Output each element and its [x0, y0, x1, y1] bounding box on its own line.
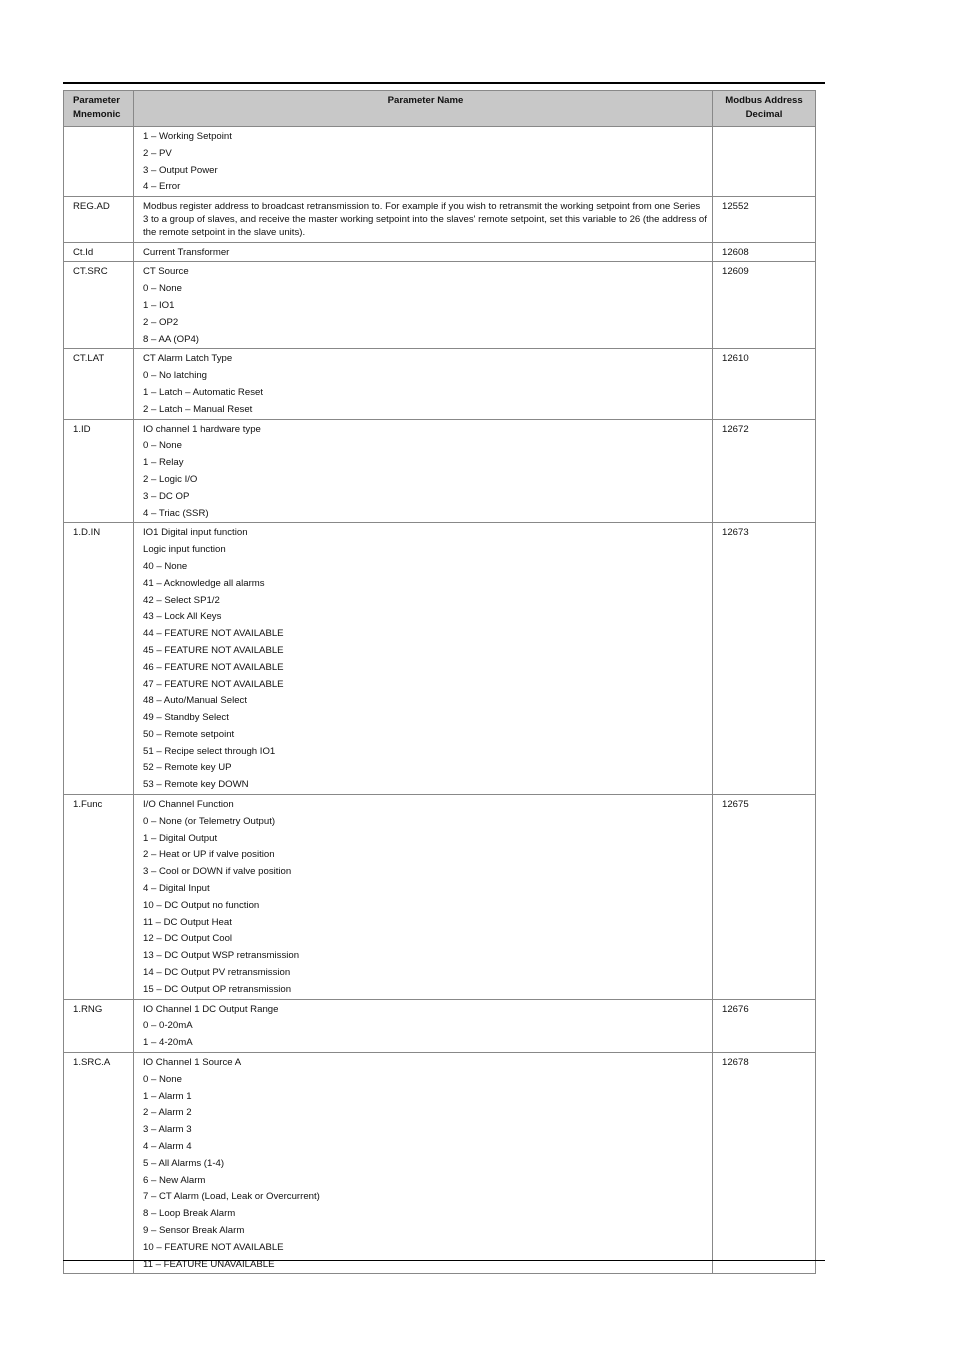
modbus-parameter-table — [63, 90, 816, 1274]
parameter-mnemonic-cell: REG.AD — [64, 197, 134, 242]
parameter-option-line: 2 – Heat or UP if valve position — [143, 849, 275, 861]
modbus-address-cell: 12678 — [713, 1053, 816, 1274]
parameter-option-line: 3 – Alarm 3 — [143, 1124, 192, 1136]
header-mnemonic-line2: Mnemonic — [73, 108, 121, 120]
top-rule — [63, 82, 825, 84]
table-row — [64, 523, 816, 795]
modbus-address-cell: 12672 — [713, 419, 816, 523]
modbus-address-cell: 12609 — [713, 262, 816, 349]
parameter-option-line: 8 – AA (OP4) — [143, 333, 199, 345]
parameter-option-line: 2 – Alarm 2 — [143, 1107, 192, 1119]
header-parameter-mnemonic — [64, 91, 134, 127]
parameter-option-line: 0 – None (or Telemetry Output) — [143, 815, 276, 827]
parameter-option-line: 1 – Digital Output — [143, 832, 218, 844]
parameter-option-line: 45 – FEATURE NOT AVAILABLE — [143, 644, 284, 656]
parameter-mnemonic-cell: 1.Func — [64, 795, 134, 1000]
parameter-option-line: 15 – DC Output OP retransmission — [143, 983, 292, 995]
header-modbus-address — [713, 91, 816, 127]
parameter-option-line: 0 – None — [143, 440, 182, 452]
parameter-option-line: 13 – DC Output WSP retransmission — [143, 950, 300, 962]
header-address-line2: Decimal — [745, 108, 783, 120]
parameter-name-cell — [134, 262, 713, 349]
parameter-name-cell — [134, 419, 713, 523]
parameter-option-line: 11 – FEATURE UNAVAILABLE — [143, 1258, 275, 1270]
modbus-address-cell: 12610 — [713, 349, 816, 419]
bottom-rule — [63, 1260, 825, 1261]
parameter-option-line: 8 – Loop Break Alarm — [143, 1208, 236, 1220]
parameter-option-line: 51 – Recipe select through IO1 — [143, 745, 276, 757]
parameter-option-line: CT Source — [143, 266, 189, 278]
parameter-description: Modbus register address to broadcast retransmission to. For example if you wish to retransmit the working setpoint from one Series 3 to a group of slaves, and receive the master working setpoint into the slaves' remote setpoint, set this variable to 26 (the address of the remote setpoint in the slave units). — [143, 201, 707, 238]
parameter-name-cell — [134, 127, 713, 197]
parameter-option-line: 46 – FEATURE NOT AVAILABLE — [143, 661, 284, 673]
parameter-option-line: 14 – DC Output PV retransmission — [143, 967, 291, 979]
parameter-option-line: IO channel 1 hardware type — [143, 423, 261, 435]
table-row — [64, 197, 816, 242]
parameter-option-line: 7 – CT Alarm (Load, Leak or Overcurrent) — [143, 1191, 320, 1203]
table-row — [64, 242, 816, 262]
modbus-address-cell: 12608 — [713, 242, 816, 262]
parameter-option-line: 10 – FEATURE NOT AVAILABLE — [143, 1241, 284, 1253]
parameter-option-line: 1 – IO1 — [143, 299, 175, 311]
modbus-address-cell: 12552 — [713, 197, 816, 242]
header-mnemonic-line1: Parameter — [73, 95, 120, 106]
parameter-mnemonic-cell: 1.SRC.A — [64, 1053, 134, 1274]
parameter-mnemonic-cell: 1.RNG — [64, 999, 134, 1052]
parameter-option-line: 40 – None — [143, 560, 188, 572]
table-row — [64, 127, 816, 197]
parameter-option-line: 4 – Digital Input — [143, 883, 210, 895]
parameter-option-line: 42 – Select SP1/2 — [143, 594, 220, 606]
parameter-name-cell — [134, 242, 713, 262]
parameter-option-line: 2 – OP2 — [143, 316, 179, 328]
parameter-option-line: 4 – Error — [143, 181, 181, 193]
parameter-option-line: Current Transformer — [143, 246, 230, 258]
parameter-name-cell — [134, 197, 713, 242]
parameter-option-line: 4 – Triac (SSR) — [143, 507, 209, 519]
parameter-option-line: 47 – FEATURE NOT AVAILABLE — [143, 678, 284, 690]
parameter-option-line: 0 – 0-20mA — [143, 1020, 193, 1032]
parameter-name-cell — [134, 523, 713, 795]
parameter-option-line: 9 – Sensor Break Alarm — [143, 1225, 245, 1236]
parameter-option-line: 41 – Acknowledge all alarms — [143, 577, 265, 589]
parameter-option-line: IO Channel 1 Source A — [143, 1057, 242, 1069]
parameter-option-line: 52 – Remote key UP — [143, 762, 232, 774]
modbus-address-cell — [713, 127, 816, 197]
table-row — [64, 999, 816, 1052]
parameter-option-line: 0 – None — [143, 283, 182, 295]
table-row — [64, 1053, 816, 1274]
header-parameter-name: Parameter Name — [134, 91, 713, 127]
parameter-name-cell — [134, 999, 713, 1052]
parameter-option-line: 43 – Lock All Keys — [143, 611, 222, 623]
parameter-option-line: 0 – No latching — [143, 370, 207, 382]
parameter-option-line: Logic input function — [143, 544, 226, 556]
parameter-option-line: 6 – New Alarm — [143, 1174, 206, 1186]
parameter-option-line: 1 – Relay — [143, 457, 184, 469]
parameter-option-line: 10 – DC Output no function — [143, 899, 260, 911]
parameter-name-cell — [134, 1053, 713, 1274]
parameter-mnemonic-cell: Ct.Id — [64, 242, 134, 262]
parameter-option-line: 3 – DC OP — [143, 490, 190, 502]
table-row — [64, 349, 816, 419]
modbus-address-cell: 12673 — [713, 523, 816, 795]
parameter-name-cell — [134, 795, 713, 1000]
parameter-option-line: 50 – Remote setpoint — [143, 728, 235, 740]
parameter-option-line: CT Alarm Latch Type — [143, 353, 233, 365]
parameter-mnemonic-cell — [64, 127, 134, 197]
table-row — [64, 262, 816, 349]
modbus-address-cell: 12675 — [713, 795, 816, 1000]
parameter-mnemonic-cell: CT.SRC — [64, 262, 134, 349]
parameter-option-line: 49 – Standby Select — [143, 712, 229, 724]
parameter-option-line: 1 – Latch – Automatic Reset — [143, 386, 263, 398]
parameter-mnemonic-cell: 1.D.IN — [64, 523, 134, 795]
modbus-address-cell: 12676 — [713, 999, 816, 1052]
parameter-option-line: IO Channel 1 DC Output Range — [143, 1003, 279, 1015]
parameter-option-line: 2 – Logic I/O — [143, 473, 198, 485]
parameter-option-line: 0 – None — [143, 1073, 182, 1085]
parameter-option-line: 48 – Auto/Manual Select — [143, 695, 248, 707]
parameter-mnemonic-cell: CT.LAT — [64, 349, 134, 419]
parameter-option-line: 1 – Working Setpoint — [143, 131, 232, 142]
parameter-mnemonic-cell: 1.ID — [64, 419, 134, 523]
table-row — [64, 419, 816, 523]
parameter-option-line: 2 – PV — [143, 147, 172, 159]
parameter-option-line: 53 – Remote key DOWN — [143, 779, 249, 791]
parameter-option-line: 3 – Cool or DOWN if valve position — [143, 866, 292, 878]
table-body — [64, 127, 816, 1274]
parameter-option-line: I/O Channel Function — [143, 799, 234, 811]
parameter-option-line: 44 – FEATURE NOT AVAILABLE — [143, 628, 284, 640]
parameter-option-line: 5 – All Alarms (1-4) — [143, 1157, 225, 1169]
parameter-option-line: 11 – DC Output Heat — [143, 916, 232, 928]
parameter-option-line: 3 – Output Power — [143, 164, 218, 176]
table-row — [64, 795, 816, 1000]
parameter-option-line: 4 – Alarm 4 — [143, 1141, 192, 1153]
header-address-line1: Modbus Address — [725, 95, 803, 106]
parameter-name-cell — [134, 349, 713, 419]
parameter-option-line: 1 – Alarm 1 — [143, 1090, 192, 1102]
parameter-option-line: 12 – DC Output Cool — [143, 933, 233, 945]
parameter-option-line: IO1 Digital input function — [143, 527, 248, 539]
parameter-option-line: 1 – 4-20mA — [143, 1037, 193, 1049]
parameter-option-line: 2 – Latch – Manual Reset — [143, 403, 253, 415]
table-header-row — [64, 91, 816, 127]
